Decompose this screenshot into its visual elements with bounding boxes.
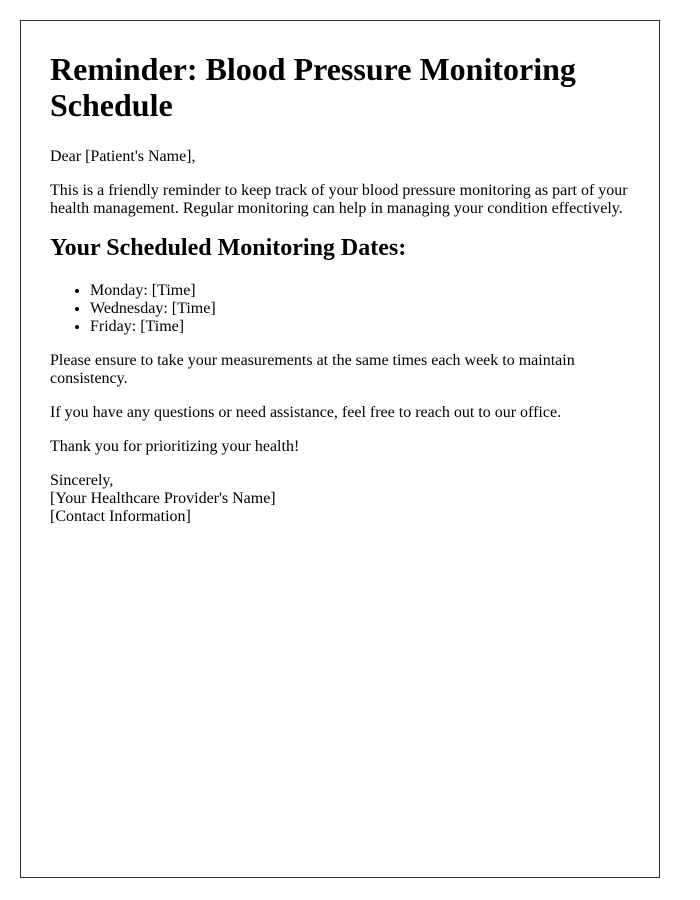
intro-paragraph: This is a friendly reminder to keep track of your blood pressure monitoring as part of your health management. Regular monitoring can help in managing your condition effectively. [50, 182, 628, 217]
schedule-list [50, 282, 640, 336]
questions-paragraph: If you have any questions or need assistance, feel free to reach out to our office. [50, 404, 562, 421]
thanks-paragraph: Thank you for prioritizing your health! [50, 438, 300, 455]
schedule-item-friday: • Friday: [Time] [90, 318, 640, 336]
schedule-item-wednesday: • Wednesday: [Time] [90, 300, 640, 318]
consistency-paragraph: Please ensure to take your measurements at the same times each week to maintain consistency. [50, 352, 575, 387]
schedule-heading: Your Scheduled Monitoring Dates: [50, 235, 407, 261]
letter-title: Reminder: Blood Pressure Monitoring Schedule [50, 51, 576, 123]
provider-name: [Your Healthcare Provider's Name] [50, 490, 276, 507]
closing-block [50, 472, 640, 526]
greeting: Dear [Patient's Name], [50, 148, 196, 165]
schedule-item-monday: • Monday: [Time] [90, 282, 640, 300]
letter-frame [20, 20, 660, 878]
closing-signoff: Sincerely, [50, 472, 114, 489]
contact-information: [Contact Information] [50, 508, 191, 525]
letter-content [50, 51, 640, 526]
